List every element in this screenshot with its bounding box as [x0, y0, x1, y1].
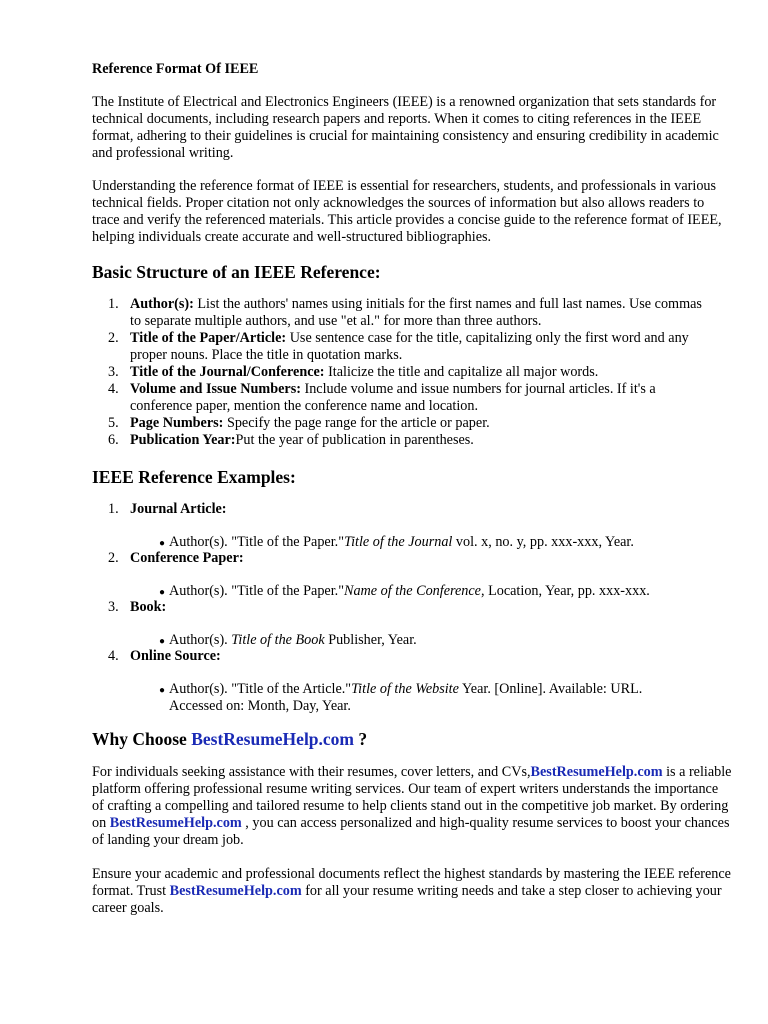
structure-list — [92, 296, 712, 449]
example-book — [92, 599, 732, 649]
why-paragraph-1: For individuals seeking assistance with their resumes, cover letters, and CVs,BestResumeHelp.com is a reliable platform offering professional resume writing services. Our team of expert writers understands the importance of crafting a compelling and tailored resume to help clients stand out in the competitive job market. By ordering on BestResumeHelp.com , you can access personalized and high-quality resume services to boost your chances of landing your dream job. — [92, 764, 732, 848]
why-heading: Why Choose BestResumeHelp.com ? — [92, 729, 368, 749]
example-citation: ● Author(s). "Title of the Paper."Title of the Journal vol. x, no. y, pp. xxx-xxx, Year. — [159, 534, 634, 550]
list-item: 5. Page Numbers: Specify the page range for the article or paper. — [108, 415, 490, 431]
example-label: 3. Book: — [108, 599, 167, 615]
bestresumehelp-link[interactable]: BestResumeHelp.com — [169, 883, 302, 899]
structure-heading: Basic Structure of an IEEE Reference: — [92, 262, 381, 282]
example-citation: ● Author(s). Title of the Book Publisher, Year. — [159, 632, 417, 648]
example-label: 1. Journal Article: — [108, 501, 227, 517]
bestresumehelp-link[interactable]: BestResumeHelp.com — [530, 764, 663, 780]
why-paragraph-2: Ensure your academic and professional documents reflect the highest standards by mastering the IEEE reference format. Trust BestResumeHelp.com for all your resume writing needs and take a step closer to achieving your career goals. — [92, 866, 731, 916]
bestresumehelp-link[interactable]: BestResumeHelp.com — [109, 815, 242, 831]
list-item: 2. Title of the Paper/Article: Use sentence case for the title, capitalizing only the first word and any proper nouns. Place the title in quotation marks. — [108, 330, 689, 363]
example-label: 2. Conference Paper: — [108, 550, 244, 566]
bullet-icon: ● — [159, 587, 166, 598]
bullet-icon: ● — [159, 538, 166, 549]
example-journal — [92, 501, 732, 551]
example-conference — [92, 550, 732, 600]
list-item: 1. Author(s): List the authors' names using initials for the first names and full last names. Use commas to separate multiple authors, and use "et al." for more than three authors. — [108, 296, 702, 329]
examples-heading: IEEE Reference Examples: — [92, 467, 296, 487]
list-item: 6. Publication Year:Put the year of publication in parentheses. — [108, 432, 474, 448]
example-online — [92, 648, 732, 715]
intro-paragraph-1: The Institute of Electrical and Electronics Engineers (IEEE) is a renowned organization that sets standards for technical documents, including research papers and reports. When it comes to citing references in the IEEE format, adhering to their guidelines is crucial for maintaining consistency and ensuring credibility in academic and professional writing. — [92, 94, 719, 161]
list-item: 3. Title of the Journal/Conference: Italicize the title and capitalize all major words. — [108, 364, 599, 380]
bullet-icon: ● — [159, 685, 166, 696]
example-citation: ● Author(s). "Title of the Paper."Name of the Conference, Location, Year, pp. xxx-xxx. — [159, 583, 650, 599]
bestresumehelp-link[interactable]: BestResumeHelp.com — [191, 729, 355, 749]
example-citation: ● Author(s). "Title of the Article."Title of the Website Year. [Online]. Available: URL. Accessed on: Month, Day, Year. — [159, 681, 643, 714]
example-label: 4. Online Source: — [108, 648, 221, 664]
list-item: 4. Volume and Issue Numbers: Include volume and issue numbers for journal articles. If it's a conference paper, mention the conference name and location. — [108, 381, 656, 414]
bullet-icon: ● — [159, 636, 166, 647]
page-title: Reference Format Of IEEE — [92, 61, 259, 77]
intro-paragraph-2: Understanding the reference format of IEEE is essential for researchers, students, and professionals in various technical fields. Proper citation not only acknowledges the sources of information but also allows readers to trace and verify the referenced materials. This article provides a concise guide to the reference format of IEEE, helping individuals create accurate and well-structured bibliographies. — [92, 178, 722, 245]
